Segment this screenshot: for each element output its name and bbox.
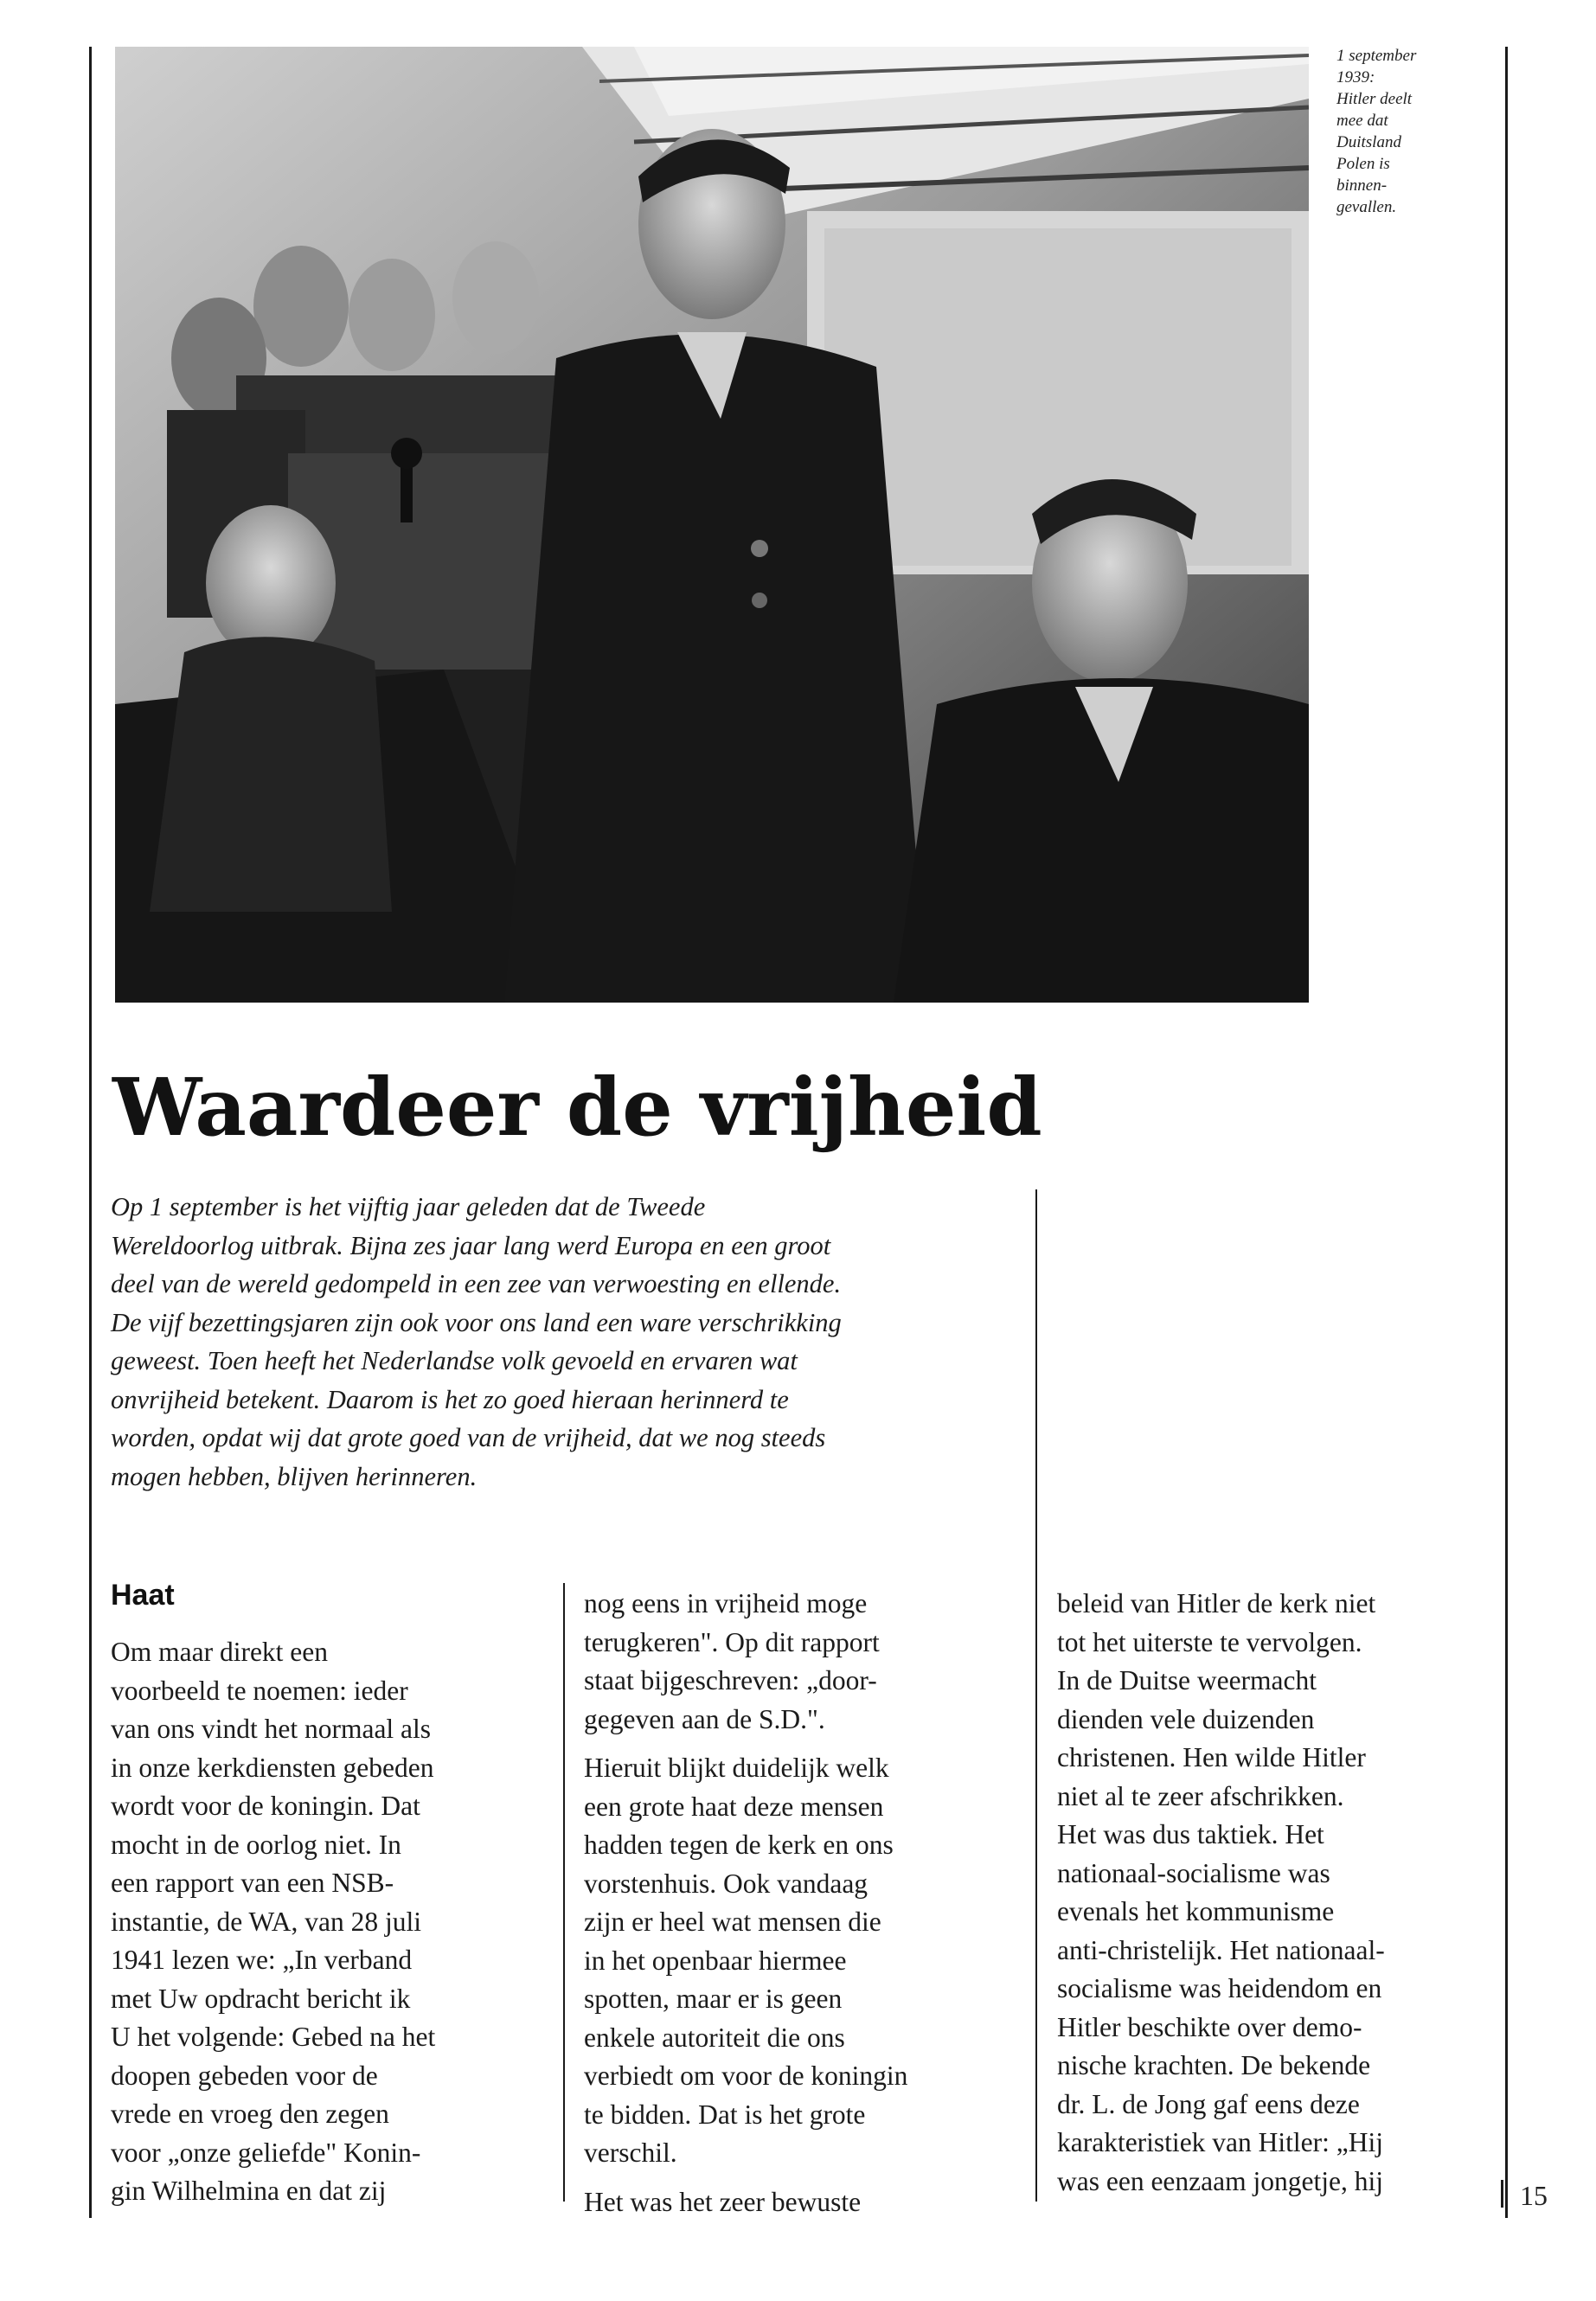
body-line: voorbeeld te noemen: ieder — [111, 1675, 408, 1706]
intro-line: geweest. Toen heeft het Nederlandse volk gevoeld en ervaren wat — [111, 1346, 798, 1375]
body-line: met Uw opdracht bericht ik — [111, 1983, 411, 2014]
body-line: mocht in de oorlog niet. In — [111, 1829, 401, 1860]
caption-line: gevallen. — [1336, 198, 1397, 216]
body-line: Hieruit blijkt duidelijk welk — [584, 1753, 889, 1783]
body-line: anti-christelijk. Het nationaal- — [1057, 1934, 1385, 1965]
caption-line: 1939: — [1336, 68, 1375, 87]
body-line: instantie, de WA, van 28 juli — [111, 1906, 421, 1937]
caption-line: Polen is — [1336, 155, 1390, 173]
article-intro — [111, 1188, 993, 1496]
body-line: vorstenhuis. Ook vandaag — [584, 1868, 869, 1899]
body-line: Het was het zeer bewuste — [584, 2186, 862, 2217]
body-line: spotten, maar er is geen — [584, 1984, 843, 2014]
caption-line: 1 september — [1336, 47, 1417, 65]
right-page-rule — [1505, 47, 1508, 2218]
body-line: beleid van Hitler de kerk niet — [1057, 1588, 1376, 1618]
paragraph-gap — [584, 2173, 1025, 2183]
body-line: tot het uiterste te vervolgen. — [1057, 1626, 1362, 1657]
body-line: in het openbaar hiermee — [584, 1945, 847, 1976]
body-line: niet al te zeer afschrikken. — [1057, 1780, 1344, 1811]
body-line: hadden tegen de kerk en ons — [584, 1830, 894, 1860]
body-line: christenen. Hen wilde Hitler — [1057, 1742, 1366, 1772]
body-column-2 — [584, 1585, 1025, 2221]
body-line: nische krachten. De bekende — [1057, 2050, 1371, 2080]
intro-line: mogen hebben, blijven herinneren. — [111, 1461, 478, 1491]
body-line: voor „onze geliefde" Konin- — [111, 2137, 421, 2168]
body-line: In de Duitse weermacht — [1057, 1665, 1317, 1695]
body-line: 1941 lezen we: „In verband — [111, 1945, 413, 1975]
body-line: verbiedt om voor de koningin — [584, 2061, 908, 2091]
body-line: terugkeren". Op dit rapport — [584, 1626, 880, 1657]
body-line: een grote haat deze mensen — [584, 1791, 884, 1822]
page-number-rule — [1501, 2180, 1503, 2208]
caption-line: Duitsland — [1336, 133, 1401, 151]
body-line: karakteristiek van Hitler: „Hij — [1057, 2127, 1383, 2157]
intro-line: worden, opdat wij dat grote goed van de vrijheid, dat we nog steeds — [111, 1423, 826, 1452]
body-line: gin Wilhelmina en dat zij — [111, 2176, 387, 2206]
intro-line: deel van de wereld gedompeld in een zee van verwoesting en ellende. — [111, 1269, 842, 1298]
page-number: 15 — [1520, 2180, 1548, 2211]
body-line: te bidden. Dat is het grote — [584, 2099, 866, 2130]
body-line: U het volgende: Gebed na het — [111, 2022, 436, 2052]
body-line: socialisme was heidendom en — [1057, 1973, 1382, 2003]
body-line: Hitler beschikte over demo- — [1057, 2011, 1362, 2042]
caption-line: Hitler deelt — [1336, 90, 1413, 108]
body-line: evenals het kommunisme — [1057, 1896, 1335, 1926]
article-title: Waardeer de vrijheid — [112, 1061, 1042, 1154]
body-column-1 — [111, 1576, 552, 2211]
body-line: enkele autoriteit die ons — [584, 2022, 845, 2053]
body-column-3 — [1057, 1585, 1498, 2201]
body-line: in onze kerkdiensten gebeden — [111, 1752, 434, 1783]
body-line: doopen gebeden voor de — [111, 2060, 378, 2091]
body-line: van ons vindt het normaal als — [111, 1714, 432, 1744]
column-rule-2 — [1035, 1189, 1037, 2202]
intro-line: onvrijheid betekent. Daarom is het zo goed hieraan herinnerd te — [111, 1384, 789, 1414]
section-heading: Haat — [111, 1579, 175, 1612]
column-rule-1 — [563, 1583, 565, 2202]
caption-line: mee dat — [1336, 112, 1388, 130]
body-line: Om maar direkt een — [111, 1637, 329, 1667]
body-line: vrede en vroeg den zegen — [111, 2099, 389, 2129]
body-line: gegeven aan de S.D.". — [584, 1703, 825, 1734]
caption-line: binnen- — [1336, 176, 1388, 195]
body-line: verschil. — [584, 2138, 677, 2168]
body-line: wordt voor de koningin. Dat — [111, 1791, 420, 1821]
body-line: staat bijgeschreven: „door- — [584, 1665, 877, 1695]
body-line: een rapport van een NSB- — [111, 1868, 394, 1898]
intro-line: De vijf bezettingsjaren zijn ook voor ons land een ware verschrikking — [111, 1307, 842, 1337]
body-line: nationaal-socialisme was — [1057, 1857, 1330, 1888]
body-line: dienden vele duizenden — [1057, 1703, 1315, 1734]
body-line: was een eenzaam jongetje, hij — [1057, 2165, 1383, 2196]
intro-line: Op 1 september is het vijftig jaar geleden dat de Tweede — [111, 1192, 706, 1221]
paragraph-gap — [584, 1739, 1025, 1749]
body-line: zijn er heel wat mensen die — [584, 1907, 881, 1937]
left-page-rule — [89, 47, 92, 2218]
historical-photo — [115, 47, 1309, 1003]
photo-caption — [1336, 45, 1475, 218]
body-line: dr. L. de Jong gaf eens deze — [1057, 2088, 1360, 2119]
body-line: Het was dus taktiek. Het — [1057, 1819, 1324, 1849]
intro-line: Wereldoorlog uitbrak. Bijna zes jaar lang werd Europa en een groot — [111, 1230, 831, 1260]
body-line: nog eens in vrijheid moge — [584, 1588, 868, 1618]
